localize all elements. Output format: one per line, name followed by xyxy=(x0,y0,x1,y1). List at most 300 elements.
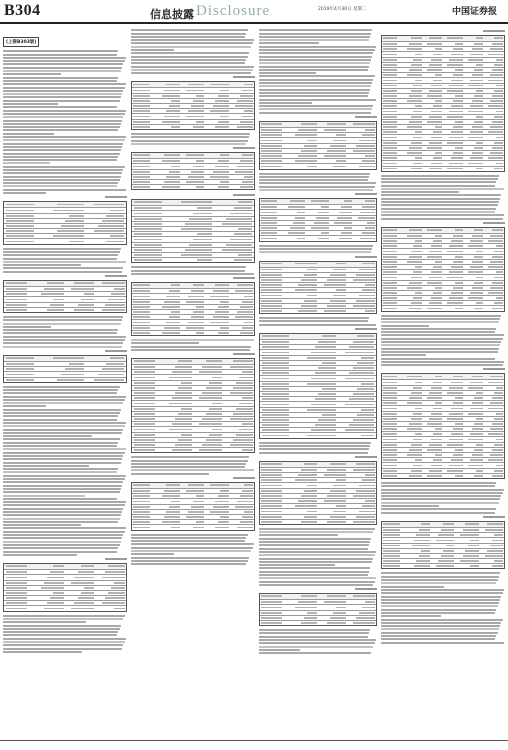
column-3 xyxy=(259,28,377,736)
text-line xyxy=(381,321,499,323)
table-cell xyxy=(196,521,205,523)
table-row xyxy=(260,309,376,313)
table-cell xyxy=(6,215,34,217)
table-cell xyxy=(490,287,503,289)
table-cell xyxy=(47,282,64,284)
table-cell xyxy=(162,121,180,123)
table-cell xyxy=(496,271,503,273)
table-cell xyxy=(451,54,462,56)
table-cell xyxy=(311,352,336,354)
text-line xyxy=(259,179,368,181)
table-cell xyxy=(476,470,483,472)
table-row xyxy=(260,621,376,625)
text-line xyxy=(3,644,123,646)
table-cell xyxy=(230,418,253,420)
table-cell xyxy=(361,383,375,385)
table-cell xyxy=(383,48,397,50)
table-cell xyxy=(494,534,503,536)
text-line xyxy=(131,550,251,552)
table-cell xyxy=(415,459,422,461)
table-cell xyxy=(6,565,27,567)
table-row xyxy=(382,306,504,310)
text-line xyxy=(131,46,251,48)
table-cell xyxy=(447,37,462,39)
text-line xyxy=(3,123,121,125)
table-cell xyxy=(476,37,483,39)
table-cell xyxy=(197,233,211,235)
table-cell xyxy=(222,249,253,251)
table-cell xyxy=(244,296,253,298)
table-cell xyxy=(472,402,483,404)
table-cell xyxy=(356,463,375,465)
table-cell xyxy=(133,322,150,324)
table-cell xyxy=(215,100,228,102)
text-line xyxy=(259,102,312,104)
table-cell xyxy=(383,392,397,394)
table-cell xyxy=(134,207,162,209)
unit-note xyxy=(381,221,505,225)
table-cell xyxy=(307,435,336,437)
table-cell xyxy=(57,204,83,206)
table-cell xyxy=(242,490,253,492)
text-line xyxy=(3,189,126,191)
text-line xyxy=(3,336,126,338)
table-cell xyxy=(383,565,400,567)
table-cell xyxy=(61,374,83,376)
table-cell xyxy=(383,80,397,82)
text-line xyxy=(3,90,123,92)
table-cell xyxy=(334,222,351,224)
text-line xyxy=(381,364,503,366)
text-line xyxy=(381,619,503,621)
table-cell xyxy=(383,439,397,441)
text-line xyxy=(3,405,46,407)
table-cell xyxy=(447,277,462,279)
unit-note xyxy=(259,455,377,459)
table-cell xyxy=(433,459,442,461)
text-line xyxy=(3,634,117,636)
text-line xyxy=(259,108,372,110)
text-line xyxy=(3,445,117,447)
text-line xyxy=(381,589,504,591)
table-cell xyxy=(451,382,462,384)
table-cell xyxy=(411,168,422,170)
table-cell xyxy=(261,607,281,609)
table-cell xyxy=(6,309,27,311)
table-cell xyxy=(261,160,281,162)
text-line xyxy=(381,328,496,330)
text-line xyxy=(259,89,370,91)
table-cell xyxy=(455,423,462,425)
table-cell xyxy=(6,282,27,284)
data-table xyxy=(131,482,255,531)
table-cell xyxy=(324,155,346,157)
table-cell xyxy=(494,302,503,304)
text-line xyxy=(381,331,495,333)
table-cell xyxy=(133,186,150,188)
table-cell xyxy=(235,105,253,107)
table-cell xyxy=(293,222,306,224)
text-line xyxy=(259,42,319,44)
table-cell xyxy=(102,309,125,311)
table-cell xyxy=(383,540,400,542)
text-line xyxy=(3,491,120,493)
table-cell xyxy=(301,495,317,497)
table-cell xyxy=(134,434,155,436)
table-cell xyxy=(362,263,375,265)
text-line xyxy=(259,652,371,654)
table-cell xyxy=(169,316,180,318)
table-cell xyxy=(409,308,422,310)
table-cell xyxy=(315,398,336,400)
table-cell xyxy=(383,137,397,139)
table-cell xyxy=(178,413,192,415)
table-row xyxy=(382,167,504,171)
table-cell xyxy=(407,454,422,456)
table-cell xyxy=(356,274,375,276)
text-line xyxy=(3,541,121,543)
text-line xyxy=(259,581,375,583)
table-cell xyxy=(44,288,64,290)
table-cell xyxy=(133,100,150,102)
table-cell xyxy=(415,408,422,410)
table-cell xyxy=(383,459,397,461)
table-cell xyxy=(431,271,442,273)
text-line xyxy=(259,59,371,61)
text-line xyxy=(131,140,248,142)
table-cell xyxy=(242,181,253,183)
table-cell xyxy=(230,392,253,394)
continuation-label: (上接B303版) xyxy=(3,37,39,47)
table-cell xyxy=(242,397,253,399)
table-cell xyxy=(383,111,397,113)
table-cell xyxy=(383,245,397,247)
table-cell xyxy=(134,444,155,446)
table-cell xyxy=(261,289,281,291)
table-cell xyxy=(383,100,397,102)
table-cell xyxy=(41,587,64,589)
unit-note xyxy=(131,276,255,280)
table-cell xyxy=(297,212,305,214)
text-line xyxy=(259,69,368,71)
text-line xyxy=(3,113,125,115)
table-cell xyxy=(367,222,375,224)
text-line xyxy=(381,586,444,588)
table-cell xyxy=(494,560,503,562)
table-cell xyxy=(164,154,180,156)
table-cell xyxy=(383,266,397,268)
table-cell xyxy=(215,126,228,128)
table-cell xyxy=(492,540,503,542)
table-cell xyxy=(169,377,192,379)
text-line xyxy=(3,54,117,56)
table-cell xyxy=(415,105,422,107)
table-cell xyxy=(6,592,27,594)
text-line xyxy=(3,628,120,630)
table-cell xyxy=(470,266,483,268)
table-cell xyxy=(171,166,180,168)
text-line xyxy=(3,185,117,187)
table-cell xyxy=(6,597,27,599)
table-cell xyxy=(134,259,162,261)
table-cell xyxy=(134,377,155,379)
table-cell xyxy=(298,500,317,502)
text-line xyxy=(3,465,89,467)
text-line xyxy=(259,558,373,560)
text-line xyxy=(3,143,123,145)
table-cell xyxy=(237,501,253,503)
footer-rule xyxy=(0,740,508,741)
text-line xyxy=(131,563,246,565)
table-cell xyxy=(261,500,281,502)
table-cell xyxy=(411,302,422,304)
table-cell xyxy=(485,555,503,557)
table-cell xyxy=(362,289,375,291)
table-cell xyxy=(433,240,442,242)
table-cell xyxy=(261,612,281,614)
table-row xyxy=(260,236,376,240)
table-cell xyxy=(447,90,462,92)
table-cell xyxy=(365,155,375,157)
table-cell xyxy=(162,186,180,188)
table-cell xyxy=(181,254,212,256)
text-line xyxy=(381,596,501,598)
table-cell xyxy=(261,166,281,168)
table-cell xyxy=(415,240,422,242)
text-line xyxy=(131,543,254,545)
table-cell xyxy=(133,511,150,513)
table-cell xyxy=(356,617,375,619)
table-cell xyxy=(433,105,442,107)
table-cell xyxy=(178,387,192,389)
text-line xyxy=(381,315,501,317)
table-cell xyxy=(496,465,503,467)
table-cell xyxy=(304,463,317,465)
table-cell xyxy=(476,251,483,253)
table-cell xyxy=(261,134,281,136)
table-cell xyxy=(407,235,422,237)
text-line xyxy=(259,577,376,579)
table-cell xyxy=(196,160,205,162)
table-cell xyxy=(242,371,253,373)
table-row xyxy=(132,331,254,335)
text-line xyxy=(3,346,122,348)
table-cell xyxy=(239,429,253,431)
table-cell xyxy=(470,408,483,410)
text-line xyxy=(259,79,373,81)
text-line xyxy=(3,534,123,536)
table-cell xyxy=(472,261,483,263)
text-line xyxy=(3,129,118,131)
text-line xyxy=(3,425,125,427)
table-cell xyxy=(134,228,162,230)
table-cell xyxy=(447,251,462,253)
table-cell xyxy=(415,433,422,435)
table-cell xyxy=(455,43,462,45)
table-cell xyxy=(492,256,503,258)
text-line xyxy=(381,635,496,637)
text-line xyxy=(131,460,248,462)
table-cell xyxy=(53,565,64,567)
text-line xyxy=(259,541,370,543)
table-cell xyxy=(74,282,94,284)
table-cell xyxy=(178,360,192,362)
table-cell xyxy=(383,131,397,133)
table-cell xyxy=(169,105,180,107)
table-cell xyxy=(476,168,483,170)
text-line xyxy=(3,106,117,108)
table-cell xyxy=(460,534,478,536)
table-cell xyxy=(226,218,252,220)
table-cell xyxy=(468,245,483,247)
table-cell xyxy=(327,595,346,597)
unit-note xyxy=(3,274,127,278)
table-cell xyxy=(474,229,483,231)
table-cell xyxy=(175,444,192,446)
text-line xyxy=(259,92,369,94)
table-cell xyxy=(322,362,336,364)
table-cell xyxy=(239,403,253,405)
table-cell xyxy=(435,428,442,430)
table-cell xyxy=(407,428,422,430)
table-cell xyxy=(133,160,150,162)
table-cell xyxy=(470,459,483,461)
table-cell xyxy=(333,612,346,614)
unit-note xyxy=(259,192,377,196)
table-cell xyxy=(407,261,422,263)
table-cell xyxy=(202,392,222,394)
text-line xyxy=(3,514,121,516)
table-cell xyxy=(242,449,253,451)
unit-note xyxy=(131,75,255,79)
table-cell xyxy=(383,402,397,404)
table-cell xyxy=(304,274,317,276)
table-cell xyxy=(262,378,289,380)
text-line xyxy=(381,622,501,624)
table-cell xyxy=(235,290,253,292)
table-cell xyxy=(210,296,228,298)
table-cell xyxy=(383,382,397,384)
table-cell xyxy=(78,571,95,573)
table-cell xyxy=(383,271,397,273)
table-cell xyxy=(171,527,180,529)
table-cell xyxy=(261,516,281,518)
table-cell xyxy=(237,527,253,529)
table-cell xyxy=(81,565,95,567)
table-cell xyxy=(433,131,442,133)
table-cell xyxy=(133,332,150,334)
table-cell xyxy=(298,474,317,476)
table-cell xyxy=(261,495,281,497)
table-row xyxy=(132,448,254,452)
table-cell xyxy=(494,142,503,144)
table-cell xyxy=(162,95,180,97)
table-cell xyxy=(230,366,253,368)
table-cell xyxy=(451,292,462,294)
table-cell xyxy=(453,261,462,263)
table-cell xyxy=(298,284,317,286)
table-cell xyxy=(261,617,281,619)
unit-note xyxy=(131,193,255,197)
text-line xyxy=(381,508,496,510)
table-cell xyxy=(242,154,253,156)
data-table xyxy=(259,333,377,439)
text-line xyxy=(3,248,121,250)
table-cell xyxy=(447,302,462,304)
table-cell xyxy=(470,157,483,159)
text-line xyxy=(3,258,117,260)
table-cell xyxy=(133,316,150,318)
table-cell xyxy=(311,227,328,229)
table-cell xyxy=(383,235,397,237)
table-cell xyxy=(193,311,204,313)
table-cell xyxy=(261,263,281,265)
table-cell xyxy=(353,622,375,624)
table-cell xyxy=(427,229,442,231)
table-cell xyxy=(47,309,64,311)
text-line xyxy=(3,511,122,513)
table-cell xyxy=(327,150,346,152)
text-line xyxy=(131,463,246,465)
table-cell xyxy=(487,550,503,552)
table-cell xyxy=(307,295,317,297)
table-cell xyxy=(409,423,422,425)
table-cell xyxy=(488,80,503,82)
text-line xyxy=(259,52,373,54)
table-cell xyxy=(318,238,328,240)
table-cell xyxy=(494,37,503,39)
text-line xyxy=(381,214,504,216)
table-cell xyxy=(262,414,289,416)
table-cell xyxy=(407,152,422,154)
data-table xyxy=(131,282,255,336)
table-cell xyxy=(238,254,252,256)
text-line xyxy=(259,574,368,576)
text-line xyxy=(131,52,249,54)
table-cell xyxy=(468,387,483,389)
table-cell xyxy=(78,304,95,306)
table-cell xyxy=(468,413,483,415)
table-row xyxy=(132,125,254,129)
unit-note xyxy=(131,146,255,150)
table-cell xyxy=(383,256,397,258)
table-cell xyxy=(327,521,346,523)
table-cell xyxy=(470,105,483,107)
table-cell xyxy=(242,423,253,425)
table-cell xyxy=(407,74,422,76)
table-cell xyxy=(134,397,155,399)
table-row xyxy=(382,564,504,568)
table-cell xyxy=(472,152,483,154)
table-cell xyxy=(307,409,336,411)
table-cell xyxy=(411,392,422,394)
table-cell xyxy=(301,150,317,152)
table-cell xyxy=(353,495,375,497)
table-row xyxy=(382,474,504,478)
table-cell xyxy=(134,366,155,368)
table-cell xyxy=(188,110,204,112)
text-line xyxy=(381,338,503,340)
table-cell xyxy=(327,469,346,471)
text-line xyxy=(3,392,117,394)
table-cell xyxy=(322,414,336,416)
table-cell xyxy=(447,168,462,170)
table-cell xyxy=(199,449,222,451)
text-line xyxy=(3,621,86,623)
table-cell xyxy=(44,582,64,584)
table-cell xyxy=(206,439,223,441)
table-cell xyxy=(307,166,317,168)
